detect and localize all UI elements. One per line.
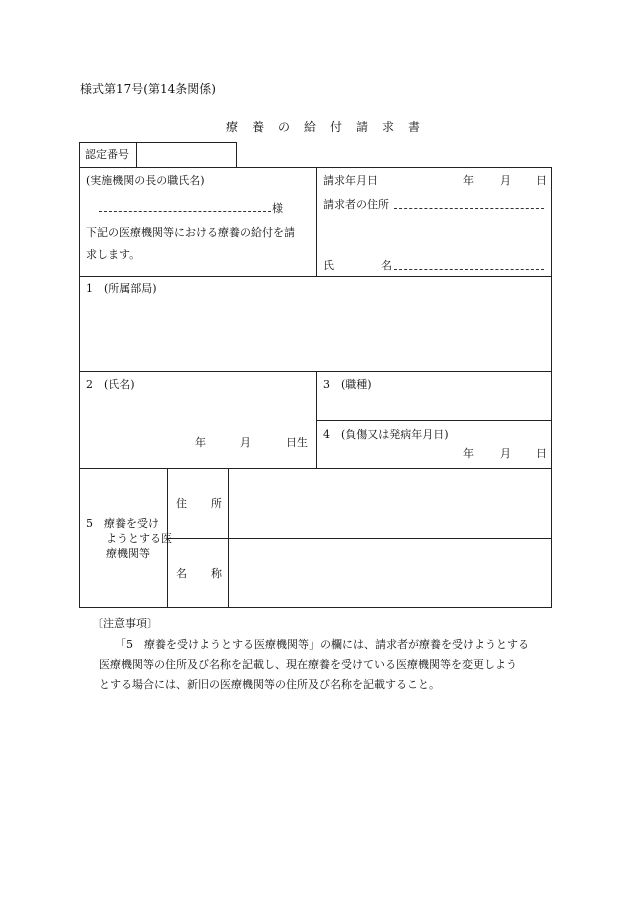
section5-address-field[interactable] — [229, 469, 551, 537]
claimant-name-label-2: 名 — [381, 259, 392, 272]
section5-name-label-2: 称 — [211, 567, 222, 580]
notes-line1: 「5 療養を受けようとする医療機関等」の欄には、請求者が療養を受けようとする — [115, 638, 529, 651]
notes-line2: 医療機関等の住所及び名称を記載し、現在療養を受けている医療機関等を変更しよう — [99, 658, 517, 671]
section5-address-label-1: 住 — [176, 497, 187, 510]
notes-line3: とする場合には、新旧の医療機関等の住所及び名称を記載すること。 — [99, 678, 440, 691]
claim-date-year: 年 — [463, 174, 474, 187]
claimant-name-label-1: 氏 — [323, 259, 334, 272]
form-border-right — [551, 167, 552, 608]
claim-date-label: 請求年月日 — [323, 174, 378, 187]
claimant-address-label: 請求者の住所 — [323, 198, 389, 211]
section1-department-label: 1 (所属部局) — [86, 282, 157, 295]
divider-section-3-4 — [316, 420, 552, 421]
request-text-line2: 求します。 — [86, 248, 141, 261]
section3-occupation-label: 3 (職種) — [323, 378, 372, 391]
addressee-label: (実施機関の長の職氏名) — [86, 174, 205, 187]
claim-date-day: 日 — [536, 174, 547, 187]
form-border-bottom — [79, 607, 552, 608]
addressee-honorific: 様 — [272, 202, 283, 215]
addressee-line[interactable] — [99, 211, 271, 212]
section4-month: 月 — [500, 447, 511, 460]
section5-name-field[interactable] — [229, 539, 551, 607]
section2-birth-day: 日生 — [286, 436, 308, 449]
divider-col-middle — [316, 371, 317, 469]
section1-department-field[interactable] — [80, 298, 551, 370]
claimant-address-field[interactable] — [394, 208, 544, 209]
certification-number-field[interactable] — [137, 143, 236, 167]
section5-label-line2: ようとする医 — [106, 532, 172, 545]
claim-date-month: 月 — [500, 174, 511, 187]
section2-name-field[interactable] — [80, 394, 315, 430]
form-title: 療 養 の 給 付 請 求 書 — [226, 120, 422, 134]
section5-name-label-1: 名 — [176, 567, 187, 580]
section5-address-label-2: 所 — [211, 497, 222, 510]
request-text-line1: 下記の医療機関等における療養の給付を請 — [86, 226, 295, 239]
certification-number-label: 認定番号 — [85, 148, 129, 161]
section4-injury-date-label: 4 (負傷又は発病年月日) — [323, 428, 449, 441]
section5-label-line3: 療機関等 — [106, 547, 150, 560]
divider-col-top — [316, 167, 317, 277]
section2-birth-year: 年 — [195, 436, 206, 449]
notes-heading: 〔注意事項〕 — [92, 617, 158, 630]
section4-day: 日 — [536, 447, 547, 460]
section5-label-line1: 5 療養を受け — [86, 517, 159, 530]
form-border-left — [79, 167, 80, 608]
claimant-name-field[interactable] — [394, 269, 544, 270]
form-number: 様式第17号(第14条関係) — [80, 82, 216, 96]
section3-occupation-field[interactable] — [317, 394, 551, 419]
section4-year: 年 — [463, 447, 474, 460]
section2-birth-month: 月 — [240, 436, 251, 449]
section2-name-label: 2 (氏名) — [86, 378, 135, 391]
